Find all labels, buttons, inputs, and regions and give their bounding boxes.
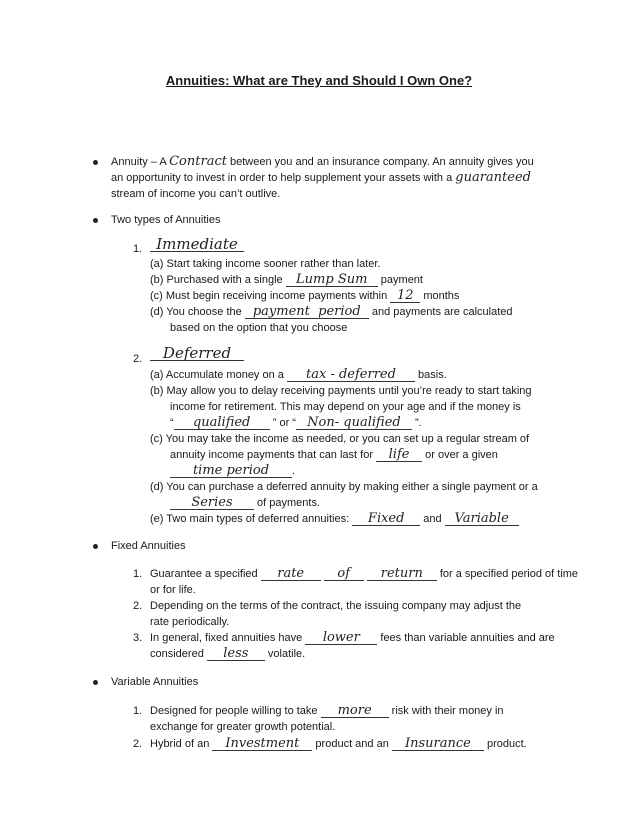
handwritten-answer: Contract	[169, 154, 227, 169]
immediate-d: (d) You choose the payment period and payments are calculated	[150, 304, 513, 319]
deferred-d-line2: Series of payments.	[170, 496, 320, 510]
bullet-icon	[93, 160, 98, 165]
handwritten-answer: Deferred	[150, 347, 244, 361]
immediate-a: (a) Start taking income sooner rather than later.	[150, 258, 381, 270]
item-number: 1.	[133, 568, 143, 580]
handwritten-answer: tax - deferred	[287, 368, 415, 382]
deferred-b-line2: income for retirement. This may depend on your age and if the money is	[170, 401, 521, 413]
handwritten-answer: less	[207, 647, 265, 661]
handwritten-answer: Lump Sum	[286, 273, 378, 287]
immediate-b: (b) Purchased with a single Lump Sum payment	[150, 272, 423, 287]
handwritten-answer: time period	[170, 464, 292, 478]
fixed-item-3-line1: In general, fixed annuities have lower fees than variable annuities and are	[150, 630, 555, 645]
item-number: 3.	[133, 632, 143, 644]
handwritten-answer: Investment	[212, 737, 312, 751]
handwritten-answer: rate	[261, 567, 321, 581]
handwritten-answer: return	[367, 567, 437, 581]
fixed-item-2-line2: rate periodically.	[150, 616, 230, 628]
handwritten-answer: 12	[390, 289, 420, 303]
handwritten-answer: Fixed	[352, 512, 420, 526]
item-number: 1.	[133, 705, 143, 717]
handwritten-answer: of	[324, 567, 364, 581]
handwritten-answer: payment period	[245, 305, 369, 319]
handwritten-answer: Insurance	[392, 737, 484, 751]
deferred-c-line2: annuity income payments that can last for life or over a given	[170, 447, 498, 462]
variable-item-2: Hybrid of an Investment product and an Insurance product.	[150, 736, 527, 751]
deferred-e: (e) Two main types of deferred annuities: Fixed and Variable	[150, 512, 519, 526]
bullet-icon	[93, 680, 98, 685]
handwritten-answer: Variable	[445, 512, 519, 526]
handwritten-answer: qualified	[174, 416, 270, 430]
variable-item-1-line2: exchange for greater growth potential.	[150, 721, 336, 733]
bullet-icon	[93, 218, 98, 223]
intro-line-2: an opportunity to invest in order to help supplement your assets with a guaranteed	[111, 170, 531, 185]
page-title: Annuities: What are They and Should I Own One?	[165, 73, 473, 88]
handwritten-answer: lower	[305, 631, 377, 645]
deferred-d-line1: (d) You can purchase a deferred annuity by making either a single payment or a	[150, 481, 538, 493]
deferred-b-line1: (b) May allow you to delay receiving payments until you’re ready to start taking	[150, 385, 532, 397]
deferred-a: (a) Accumulate money on a tax - deferred basis.	[150, 367, 447, 382]
deferred-b-line3: “ qualified ” or “ Non- qualified ”.	[170, 415, 422, 430]
intro-line-3: stream of income you can’t outlive.	[111, 188, 281, 200]
item-number: 2.	[133, 738, 143, 750]
fixed-item-3-line2: considered less volatile.	[150, 646, 306, 661]
handwritten-answer: Immediate	[150, 238, 244, 252]
deferred-heading	[150, 344, 244, 362]
item-number: 2.	[133, 600, 143, 612]
handwritten-answer: Non- qualified	[296, 416, 412, 430]
immediate-c: (c) Must begin receiving income payments within 12 months	[150, 288, 460, 303]
section-variable-annuities: Variable Annuities	[111, 676, 199, 688]
handwritten-answer: Series	[170, 496, 254, 510]
bullet-icon	[93, 544, 98, 549]
handwritten-answer: guaranteed	[455, 170, 531, 185]
intro-line-1: Annuity – A Contract between you and an insurance company. An annuity gives you	[111, 154, 534, 169]
fixed-item-1: Guarantee a specified rate of return for a specified period of time	[150, 566, 579, 581]
fixed-item-2-line1: Depending on the terms of the contract, the issuing company may adjust the	[150, 600, 522, 612]
deferred-c-line3: time period .	[170, 464, 295, 478]
immediate-d-line2: based on the option that you choose	[170, 322, 348, 334]
item-number: 2.	[133, 353, 143, 365]
immediate-heading	[150, 235, 244, 253]
section-fixed-annuities: Fixed Annuities	[111, 540, 186, 552]
handwritten-answer: life	[376, 448, 422, 462]
section-two-types: Two types of Annuities	[111, 214, 221, 226]
handwritten-answer: more	[321, 704, 389, 718]
fixed-item-1-line2: or for life.	[150, 584, 196, 596]
deferred-c-line1: (c) You may take the income as needed, or you can set up a regular stream of	[150, 433, 530, 445]
variable-item-1: Designed for people willing to take more risk with their money in	[150, 703, 504, 718]
item-number: 1.	[133, 243, 143, 255]
